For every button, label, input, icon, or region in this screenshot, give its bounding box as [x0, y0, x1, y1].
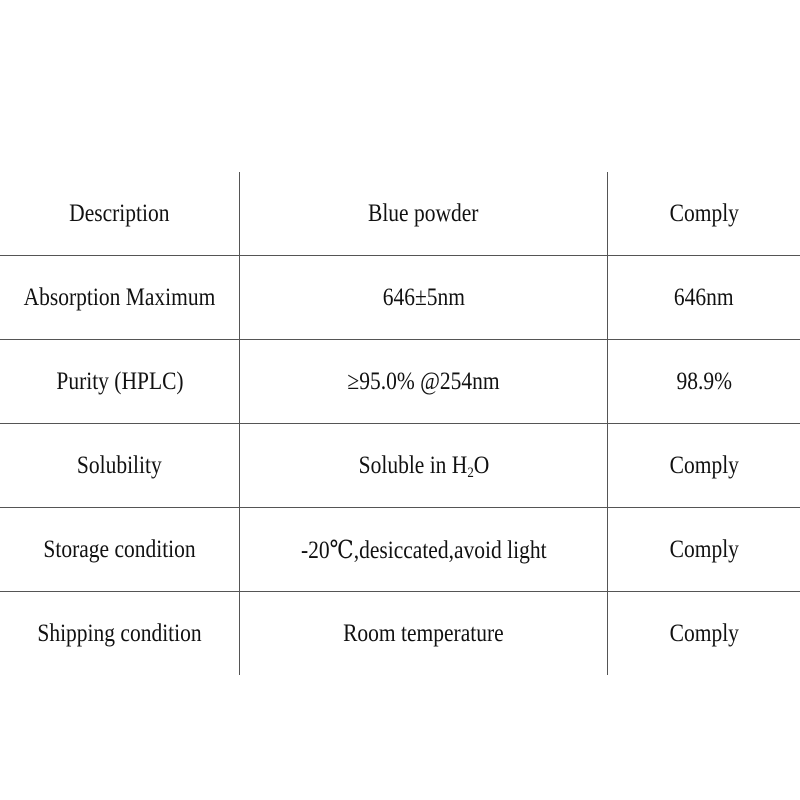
row-label: Storage condition [43, 535, 196, 563]
row-label-cell [0, 592, 240, 676]
specification-value: ≥95.0% @254nm [347, 367, 500, 395]
table-row [0, 172, 800, 256]
table-row [0, 592, 800, 676]
result-value: 646nm [674, 283, 734, 311]
result-cell [608, 256, 800, 340]
specification-table [0, 172, 800, 675]
spec-text-suffix: O [473, 451, 489, 479]
result-cell [608, 340, 800, 424]
result-cell [608, 172, 800, 256]
specification-cell [240, 340, 608, 424]
row-label: Shipping condition [37, 619, 202, 647]
result-value: Comply [669, 619, 739, 647]
row-label: Purity (HPLC) [55, 367, 184, 395]
row-label-cell [0, 340, 240, 424]
row-label-cell [0, 508, 240, 592]
spec-subscript: 2 [466, 464, 474, 481]
result-value: 98.9% [676, 367, 732, 395]
specification-value [358, 452, 489, 480]
row-label: Solubility [77, 451, 162, 479]
row-label-cell [0, 172, 240, 256]
table-row [0, 340, 800, 424]
specification-value: Blue powder [368, 199, 479, 227]
row-label-cell [0, 424, 240, 508]
result-cell [608, 592, 800, 676]
table-row [0, 424, 800, 508]
specification-cell [240, 592, 608, 676]
specification-value: -20℃,desiccated,avoid light [300, 536, 547, 564]
result-value: Comply [669, 535, 739, 563]
specification-cell [240, 172, 608, 256]
table-row [0, 256, 800, 340]
specification-cell [240, 508, 608, 592]
result-cell [608, 508, 800, 592]
row-label: Absorption Maximum [23, 283, 216, 311]
result-cell [608, 424, 800, 508]
specification-cell [240, 424, 608, 508]
row-label-cell [0, 256, 240, 340]
specification-value: Room temperature [343, 619, 504, 647]
row-label: Description [69, 199, 170, 227]
table-row [0, 508, 800, 592]
specification-value: 646±5nm [382, 283, 465, 311]
spec-text-prefix: Soluble in H [358, 451, 467, 479]
result-value: Comply [669, 199, 739, 227]
specification-cell [240, 256, 608, 340]
result-value: Comply [669, 451, 739, 479]
